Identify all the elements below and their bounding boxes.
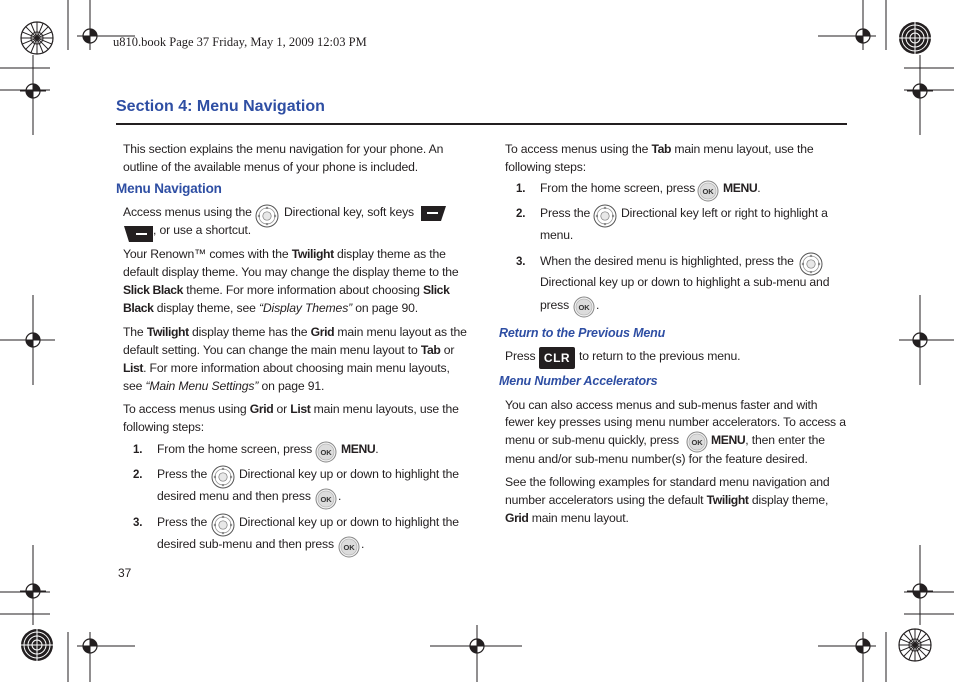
directional-key-icon bbox=[255, 204, 279, 228]
ok-key-icon bbox=[686, 431, 708, 453]
text: see bbox=[123, 378, 143, 393]
intro-paragraph bbox=[123, 141, 468, 177]
text: List bbox=[290, 402, 311, 416]
directional-key-icon bbox=[211, 513, 235, 537]
text: . bbox=[757, 181, 761, 195]
intro-line: outline of the available menus of your phone is included. bbox=[123, 159, 418, 174]
text: See the following examples for standard menu navigation and bbox=[505, 475, 830, 489]
step-number: 2. bbox=[133, 469, 143, 481]
text: main menu layout, use the bbox=[674, 142, 814, 156]
cross-reference-link[interactable]: “Main Menu Settings” bbox=[145, 378, 259, 393]
text: desired menu and then press bbox=[157, 489, 311, 503]
text: menu and/or sub-menu number(s) for the feature desired. bbox=[505, 452, 808, 466]
text: menu or sub-menu quickly, press bbox=[505, 433, 679, 447]
text: . bbox=[375, 442, 379, 456]
intro-line: This section explains the menu navigation for your phone. An bbox=[123, 142, 444, 156]
text: Tab bbox=[420, 342, 441, 357]
return-paragraph bbox=[505, 347, 850, 371]
text: main menu layout. bbox=[531, 510, 629, 525]
accelerators-heading: Menu Number Accelerators bbox=[499, 374, 658, 388]
text: main menu layout as the bbox=[337, 325, 467, 339]
text: display theme as the bbox=[336, 247, 446, 261]
text: default setting. You can change the main menu layout to bbox=[123, 342, 418, 357]
text: main menu layouts, use the bbox=[313, 402, 459, 416]
list-item bbox=[133, 514, 473, 560]
text: Directional key up or down to highlight a sub-menu and bbox=[540, 275, 830, 289]
text: number accelerators using the default bbox=[505, 492, 704, 507]
text: or bbox=[443, 342, 455, 357]
text: default display theme. You may change the display theme to the bbox=[123, 264, 459, 279]
text: List bbox=[123, 360, 144, 375]
text: press bbox=[540, 298, 570, 312]
menu-navigation-heading: Menu Navigation bbox=[116, 181, 222, 196]
step-number: 1. bbox=[133, 444, 143, 456]
text: From the home screen, press bbox=[540, 181, 696, 195]
list-item bbox=[516, 205, 856, 251]
list-item bbox=[516, 180, 856, 206]
text: Directional key up or down to highlight the bbox=[239, 467, 459, 481]
text: Slick bbox=[422, 282, 450, 297]
text: Grid bbox=[505, 510, 529, 525]
step-number: 1. bbox=[516, 183, 526, 195]
text: display theme has the bbox=[192, 325, 308, 339]
text: display theme, bbox=[751, 492, 829, 507]
text: Directional key up or down to highlight the bbox=[239, 515, 459, 529]
examples-paragraph bbox=[505, 474, 850, 528]
soft-key-icon bbox=[418, 204, 448, 230]
directional-key-icon bbox=[593, 204, 617, 228]
text: When the desired menu is highlighted, press the bbox=[540, 254, 794, 268]
text: Press the bbox=[157, 515, 208, 529]
directional-key-icon bbox=[211, 465, 235, 489]
text: From the home screen, press bbox=[157, 442, 313, 456]
text: Grid bbox=[249, 402, 274, 416]
accelerators-paragraph bbox=[505, 397, 850, 473]
text: , then enter the bbox=[745, 433, 825, 447]
access-text: , or use a shortcut. bbox=[153, 223, 251, 237]
text: . bbox=[361, 537, 365, 551]
text: To access menus using the bbox=[505, 142, 649, 156]
ok-key-icon bbox=[315, 441, 337, 463]
text: on page 91. bbox=[261, 378, 325, 393]
text: or bbox=[276, 402, 288, 416]
text: Black bbox=[123, 300, 154, 315]
access-text: Access menus using the bbox=[123, 205, 252, 219]
text: Grid bbox=[310, 325, 335, 339]
text: on page 90. bbox=[355, 300, 419, 315]
text: . bbox=[596, 298, 600, 312]
text: following steps: bbox=[505, 159, 586, 174]
step-number: 3. bbox=[133, 517, 143, 529]
text: following steps: bbox=[123, 419, 204, 434]
text: . For more information about choosing main menu layouts, bbox=[143, 360, 450, 375]
text: Slick Black bbox=[123, 282, 183, 297]
text: Twilight bbox=[291, 247, 334, 261]
text: Directional key left or right to highlight a bbox=[621, 206, 828, 220]
text: Twilight bbox=[706, 492, 749, 507]
text: To access menus using bbox=[123, 402, 247, 416]
text: display theme, see bbox=[156, 300, 256, 315]
text: fewer key presses using menu number accelerators. To access a bbox=[505, 415, 846, 429]
text: Your Renown™ comes with the bbox=[123, 247, 289, 261]
section-title: Section 4: Menu Navigation bbox=[116, 98, 325, 115]
renown-paragraph bbox=[123, 246, 468, 318]
text: Press the bbox=[157, 467, 208, 481]
grid-paragraph bbox=[123, 401, 468, 437]
text: You can also access menus and sub-menus faster and with bbox=[505, 398, 818, 412]
text: to return to the previous menu. bbox=[579, 349, 741, 363]
text: menu. bbox=[540, 228, 574, 242]
twilight-paragraph bbox=[123, 324, 468, 396]
text: MENU bbox=[723, 181, 758, 195]
access-paragraph bbox=[123, 204, 468, 248]
directional-key-icon bbox=[799, 252, 823, 276]
text: The bbox=[123, 325, 144, 339]
text: . bbox=[338, 489, 342, 503]
ok-key-icon bbox=[338, 536, 360, 558]
text: Press bbox=[505, 349, 536, 363]
ok-key-icon bbox=[573, 296, 595, 318]
list-item bbox=[516, 253, 856, 319]
page-number: 37 bbox=[118, 566, 132, 580]
text: MENU bbox=[711, 433, 746, 447]
tab-paragraph bbox=[505, 141, 850, 177]
access-text: Directional key, soft keys bbox=[284, 205, 414, 219]
text: Twilight bbox=[146, 325, 189, 339]
text: theme. For more information about choosing bbox=[186, 282, 420, 297]
text: MENU bbox=[341, 442, 376, 456]
step-number: 2. bbox=[516, 208, 526, 220]
text: Press the bbox=[540, 206, 591, 220]
step-number: 3. bbox=[516, 256, 526, 268]
book-header: u810.book Page 37 Friday, May 1, 2009 12:03 PM bbox=[113, 35, 367, 49]
text: desired sub-menu and then press bbox=[157, 537, 334, 551]
ok-key-icon bbox=[697, 180, 719, 202]
text: Tab bbox=[651, 142, 672, 156]
return-heading: Return to the Previous Menu bbox=[499, 326, 666, 340]
ok-key-icon bbox=[315, 488, 337, 510]
list-item bbox=[133, 466, 473, 512]
cross-reference-link[interactable]: “Display Themes” bbox=[258, 300, 353, 315]
clr-key-icon: CLR bbox=[539, 347, 575, 369]
